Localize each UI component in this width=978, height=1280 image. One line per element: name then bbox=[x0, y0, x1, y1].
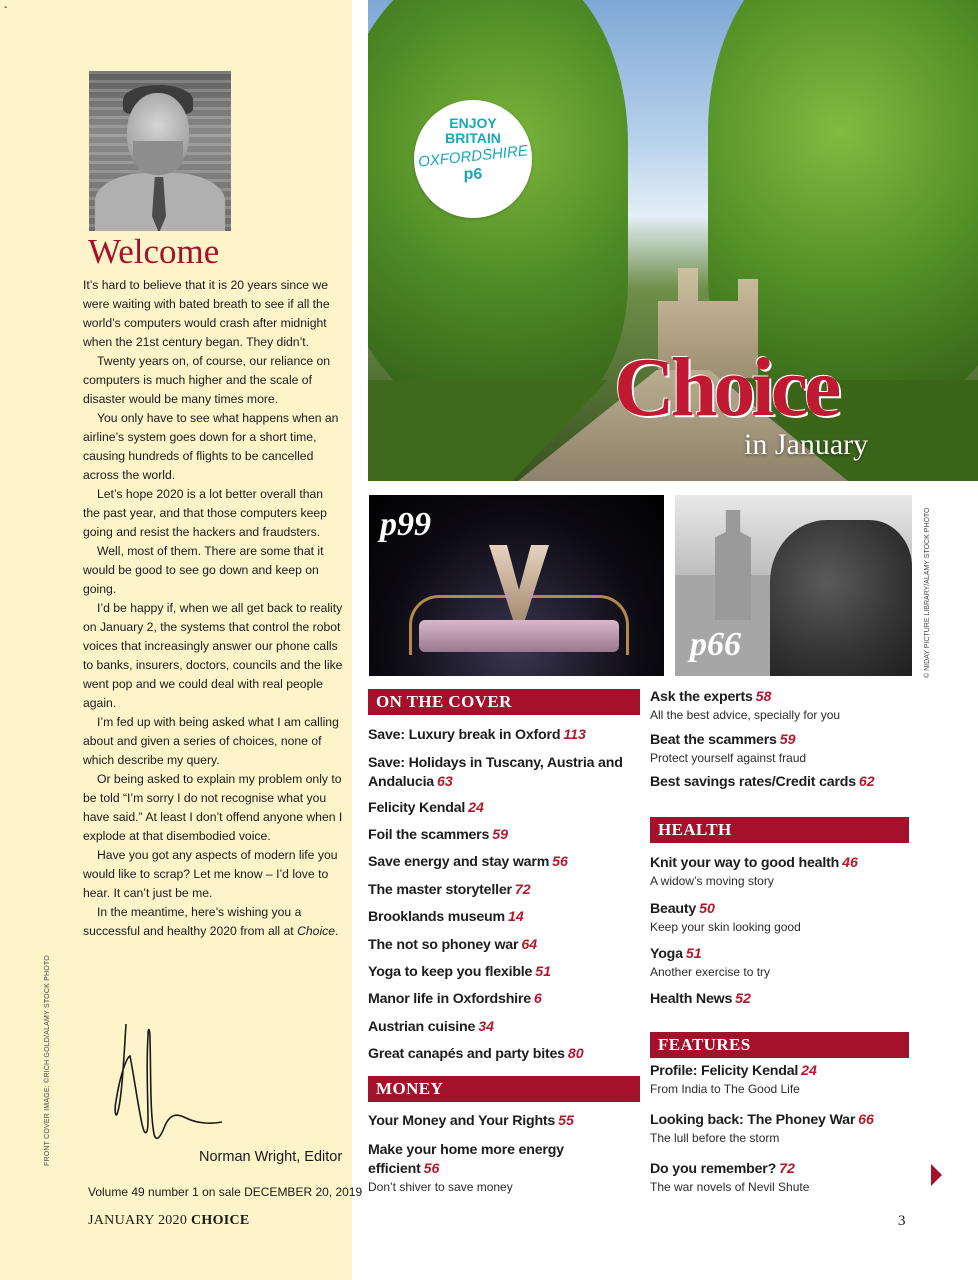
closing-brand: Choice bbox=[297, 924, 336, 938]
editor-portrait bbox=[89, 71, 231, 231]
contents-item[interactable] bbox=[650, 990, 751, 1009]
item-page: 6 bbox=[533, 991, 542, 1007]
contents-item[interactable] bbox=[368, 1045, 584, 1064]
footer-issue-date: JANUARY 2020 bbox=[88, 1213, 188, 1228]
item-title: Your Money and Your Rights bbox=[368, 1113, 556, 1129]
item-subtitle: From India to The Good Life bbox=[650, 1082, 800, 1096]
corner-mark: - bbox=[4, 2, 8, 13]
item-title: Save: Holidays in Tuscany, Austria and bbox=[368, 755, 623, 771]
letter-paragraph-closing bbox=[83, 903, 343, 941]
contents-item[interactable] bbox=[368, 1018, 494, 1037]
photo-credit: © NIDAY PICTURE LIBRARY/ALAMY STOCK PHOTO bbox=[924, 507, 931, 678]
item-page: 34 bbox=[478, 1019, 494, 1035]
contents-item[interactable] bbox=[650, 1062, 817, 1097]
closing-text: In the meantime, here’s wishing you a successful and healthy 2020 from all at bbox=[83, 905, 302, 938]
masthead-subtitle: in January bbox=[744, 428, 869, 461]
item-page: 59 bbox=[492, 827, 508, 843]
contents-item[interactable] bbox=[650, 731, 806, 766]
item-title: Ask the experts bbox=[650, 689, 753, 705]
footer-issue bbox=[88, 1213, 250, 1229]
item-title: Profile: Felicity Kendal bbox=[650, 1063, 799, 1079]
item-title: Beauty bbox=[650, 901, 697, 917]
item-subtitle: The war novels of Nevil Shute bbox=[650, 1180, 810, 1194]
letter-paragraph: It’s hard to believe that it is 20 years since we were waiting with bated breath to see if all the world’s computers would crash after midnight when the 21st century began. They didn’t. bbox=[83, 278, 330, 349]
item-title: Foil the scammers bbox=[368, 827, 490, 843]
badge-line-2: BRITAIN bbox=[445, 130, 501, 146]
item-subtitle: A widow’s moving story bbox=[650, 874, 774, 888]
item-title: Felicity Kendal bbox=[368, 800, 466, 816]
item-subtitle: Keep your skin looking good bbox=[650, 920, 801, 934]
item-page: 72 bbox=[514, 882, 531, 898]
photo-page-tag-p99: p99 bbox=[380, 506, 431, 543]
item-title: Save energy and stay warm bbox=[368, 854, 550, 870]
next-page-arrow-icon[interactable] bbox=[931, 1164, 942, 1186]
item-title: Health News bbox=[650, 991, 733, 1007]
contents-item[interactable] bbox=[368, 936, 537, 955]
photo-page-tag-p66: p66 bbox=[690, 626, 741, 663]
item-subtitle: All the best advice, specially for you bbox=[650, 708, 841, 722]
contents-item[interactable] bbox=[368, 853, 568, 872]
page-number: 3 bbox=[898, 1213, 906, 1229]
badge-region: OXFORDSHIRE bbox=[417, 142, 529, 171]
item-page: 56 bbox=[552, 854, 568, 870]
contents-item[interactable] bbox=[368, 754, 623, 792]
letter-paragraph: Have you got any aspects of modern life you would like to scrap? Let me know – I’d love to hear. It can’t just be me. bbox=[83, 848, 338, 900]
closing-period: . bbox=[335, 924, 339, 938]
contents-item[interactable] bbox=[650, 945, 770, 980]
item-title: Yoga to keep you flexible bbox=[368, 964, 533, 980]
item-page: 52 bbox=[735, 991, 751, 1007]
letter-paragraph: Or being asked to explain my problem only to be told “I’m sorry I do not recognise what you have said.” At least I don’t offend anyone when I explode at that disembodied voice. bbox=[83, 772, 343, 843]
item-page: 72 bbox=[779, 1161, 795, 1177]
welcome-title: Welcome bbox=[88, 232, 220, 271]
letter-paragraph: You only have to see what happens when an airline’s system goes down for a short time, causing hundreds of flights to be cancelled across the world. bbox=[83, 411, 339, 482]
cover-image-credit: FRONT COVER IMAGE: ©RICH GOLD/ALAMY STOCK PHOTO bbox=[44, 955, 51, 1166]
letter-paragraph: I’d be happy if, when we all get back to reality on January 2, the systems that control the robot voices that increasingly answer our phone calls to banks, insurers, doctors, councils and the like went pop and we could deal with real people again. bbox=[83, 601, 343, 710]
item-page: 64 bbox=[521, 937, 538, 953]
item-title: Manor life in Oxfordshire bbox=[368, 991, 531, 1007]
item-page: 80 bbox=[567, 1046, 584, 1062]
item-title: Best savings rates/Credit cards bbox=[650, 774, 856, 790]
item-page: 66 bbox=[858, 1112, 874, 1128]
footer-brand: CHOICE bbox=[190, 1213, 250, 1228]
badge-page: p6 bbox=[463, 166, 483, 183]
item-title: Looking back: The Phoney War bbox=[650, 1112, 856, 1128]
contents-item[interactable] bbox=[368, 908, 524, 927]
item-title: The not so phoney war bbox=[368, 937, 519, 953]
item-title: Save: Luxury break in Oxford bbox=[368, 727, 561, 743]
letter-paragraph: Twenty years on, of course, our reliance on computers is much higher and the scale of disaster would be many times more. bbox=[83, 354, 331, 406]
section-on-the-cover: ON THE COVER bbox=[368, 689, 640, 715]
item-page: 113 bbox=[563, 727, 586, 743]
contents-item[interactable] bbox=[650, 688, 840, 723]
item-page: 50 bbox=[699, 901, 715, 917]
item-title: Austrian cuisine bbox=[368, 1019, 476, 1035]
contents-item[interactable] bbox=[368, 1141, 564, 1195]
editor-signature bbox=[104, 1016, 224, 1146]
contents-item[interactable] bbox=[368, 963, 551, 982]
item-title: Knit your way to good health bbox=[650, 855, 840, 871]
item-page: 51 bbox=[685, 946, 702, 962]
section-health: HEALTH bbox=[650, 817, 909, 843]
masthead: Choice bbox=[614, 341, 838, 434]
welcome-letter bbox=[83, 276, 343, 941]
item-title-continued: efficient bbox=[368, 1161, 421, 1177]
item-page: 55 bbox=[558, 1113, 574, 1129]
item-subtitle: Don’t shiver to save money bbox=[368, 1180, 513, 1194]
item-subtitle: Another exercise to try bbox=[650, 965, 771, 979]
item-page: 63 bbox=[437, 774, 453, 790]
item-page: 51 bbox=[535, 964, 552, 980]
letter-paragraph: I’m fed up with being asked what I am calling about and given a series of choices, none of which describe my query. bbox=[83, 715, 339, 767]
item-title: Brooklands museum bbox=[368, 909, 505, 925]
contents-item[interactable] bbox=[368, 990, 542, 1009]
item-page: 14 bbox=[507, 909, 524, 925]
item-title-continued: Andalucia bbox=[368, 774, 434, 790]
editor-name: Norman Wright, Editor bbox=[199, 1149, 343, 1165]
letter-paragraph: Well, most of them. There are some that it would be good to see go down and keep on going. bbox=[83, 544, 324, 596]
section-money: MONEY bbox=[368, 1076, 640, 1102]
contents-item[interactable] bbox=[368, 1112, 574, 1131]
item-title: Yoga bbox=[650, 946, 683, 962]
contents-item[interactable] bbox=[368, 826, 508, 845]
contents-item[interactable] bbox=[368, 726, 586, 745]
item-title: Make your home more energy bbox=[368, 1142, 564, 1158]
section-features: FEATURES bbox=[650, 1032, 909, 1058]
letter-paragraph: Let’s hope 2020 is a lot better overall than the past year, and that those computers keep going and resist the hackers and fraudsters. bbox=[83, 487, 327, 539]
contents-item[interactable] bbox=[368, 881, 531, 900]
item-title: Beat the scammers bbox=[650, 732, 777, 748]
enjoy-britain-badge[interactable] bbox=[414, 100, 532, 218]
contents-item[interactable] bbox=[650, 1160, 809, 1195]
item-title: Great canapés and party bites bbox=[368, 1046, 565, 1062]
contents-item[interactable] bbox=[650, 773, 875, 792]
contents-item[interactable] bbox=[650, 900, 801, 935]
item-page: 62 bbox=[858, 774, 875, 790]
item-page: 59 bbox=[779, 732, 796, 748]
item-page: 58 bbox=[755, 689, 772, 705]
item-page: 24 bbox=[468, 800, 484, 816]
volume-info: Volume 49 number 1 on sale DECEMBER 20, 2019 bbox=[88, 1185, 363, 1199]
item-subtitle: The lull before the storm bbox=[650, 1131, 780, 1145]
item-page: 56 bbox=[423, 1161, 440, 1177]
contents-item[interactable] bbox=[650, 854, 858, 889]
contents-item[interactable] bbox=[650, 1111, 874, 1146]
contents-item[interactable] bbox=[368, 799, 484, 818]
item-page: 24 bbox=[801, 1063, 817, 1079]
item-title: Do you remember? bbox=[650, 1161, 777, 1177]
item-subtitle: Protect yourself against fraud bbox=[650, 751, 807, 765]
badge-line-1: ENJOY bbox=[449, 115, 497, 131]
item-title: The master storyteller bbox=[368, 882, 512, 898]
item-page: 46 bbox=[842, 855, 858, 871]
